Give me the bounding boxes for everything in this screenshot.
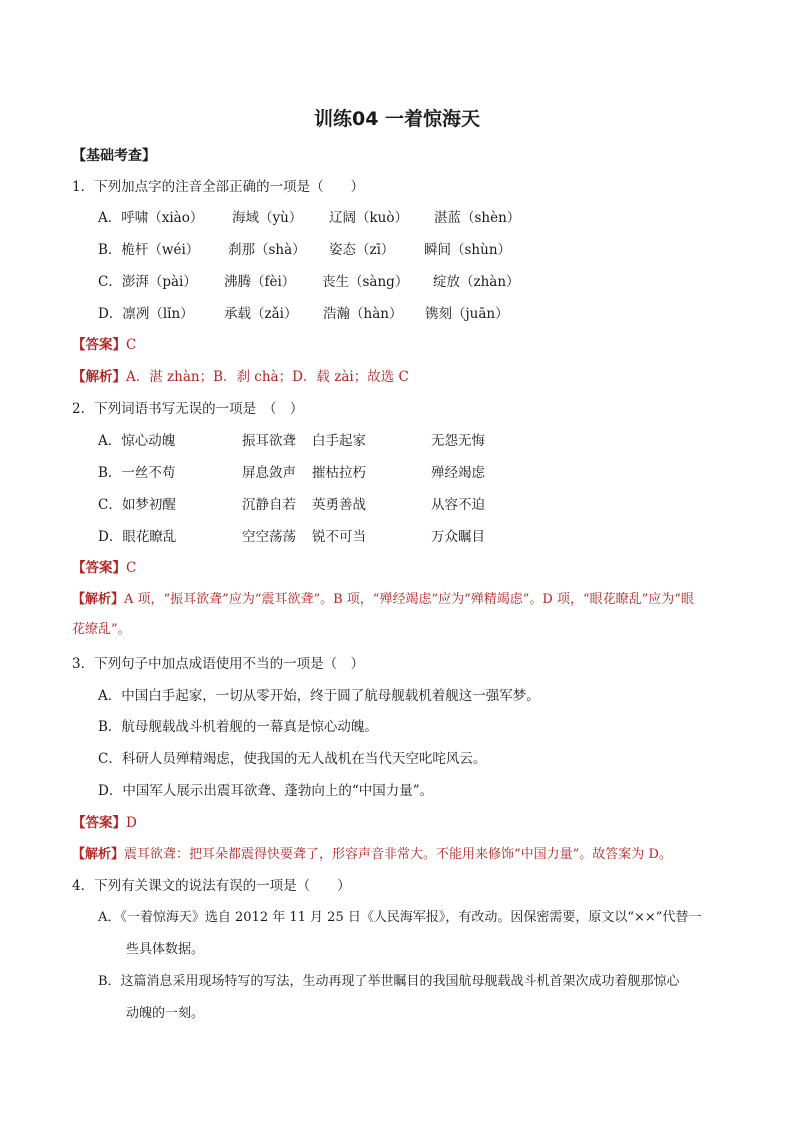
- option-word: 瞬间（shùn）: [424, 242, 512, 258]
- answer-value: C: [126, 337, 137, 353]
- option-word: 绽放（zhàn）: [433, 274, 520, 290]
- option-word: B．一丝不苟: [98, 465, 176, 481]
- option-word: A．惊心动魄: [98, 433, 176, 449]
- option-word: 姿态（zī）: [329, 242, 395, 258]
- analysis-text: A 项，“振耳欲聋”应为“震耳欲聋”。B 项，“殚经竭虑”应为“殚精竭虑”。D 项，“眼花瞭乱”应为“眼: [124, 592, 694, 607]
- option-word: C．如梦初醒: [98, 497, 176, 513]
- q4-option-b-continued: 动魄的一刻。: [126, 1006, 205, 1021]
- answer-value: D: [126, 815, 137, 831]
- answer-tag: 【答案】: [72, 337, 126, 353]
- question-4-stem: 4．下列有关课文的说法有误的一项是（ ）: [72, 878, 351, 894]
- option-word: A．呼啸（xiào）: [98, 210, 204, 226]
- answer-value: C: [126, 560, 137, 576]
- q3-option-a: A．中国白手起家，一切从零开始，终于圆了航母舰载机着舰这一强军梦。: [98, 688, 540, 704]
- option-word: 白手起家: [312, 433, 366, 449]
- q3-option-b: B．航母舰载战斗机着舰的一幕真是惊心动魄。: [98, 719, 378, 735]
- option-word: 无怨无悔: [431, 433, 485, 449]
- option-word: 沉静自若: [242, 497, 296, 513]
- option-word: D．眼花瞭乱: [98, 529, 177, 545]
- section-heading: 【基础考查】: [72, 148, 156, 164]
- page-title: 训练04 一着惊海天: [313, 108, 481, 130]
- analysis-tag: 【解析】: [72, 847, 125, 862]
- analysis-tag: 【解析】: [72, 592, 125, 607]
- answer-tag: 【答案】: [72, 815, 126, 831]
- q1-analysis: [72, 367, 409, 387]
- q2-analysis-continued: 花缭乱”。: [72, 622, 131, 637]
- analysis-tag: 【解析】: [72, 369, 126, 385]
- q1-answer: [72, 335, 136, 355]
- q3-analysis: [72, 845, 672, 865]
- option-word: C．澎湃（pài）: [98, 274, 197, 290]
- option-word: 刹那（shà）: [228, 242, 306, 258]
- analysis-text: 震耳欲聋：把耳朵都震得快要聋了，形容声音非常大。不能用来修饰“中国力量”。故答案为 D。: [124, 847, 672, 862]
- option-word: 殚经竭虑: [431, 465, 485, 481]
- option-word: 沸腾（fèi）: [224, 274, 296, 290]
- q3-option-d: D．中国军人展示出震耳欲聋、蓬勃向上的“中国力量”。: [98, 783, 434, 799]
- option-word: 从容不迫: [431, 497, 485, 513]
- option-word: 湛蓝（shèn）: [434, 210, 521, 226]
- option-word: 浩瀚（hàn）: [323, 306, 403, 322]
- option-word: 振耳欲聋: [242, 433, 296, 449]
- option-word: B．桅杆（wéi）: [98, 242, 200, 258]
- question-1-stem: 1．下列加点字的注音全部正确的一项是（ ）: [72, 179, 365, 195]
- q3-answer: [72, 813, 137, 833]
- option-word: 辽阔（kuò）: [329, 210, 409, 226]
- option-word: 万众瞩目: [431, 529, 485, 545]
- option-word: 镌刻（juān）: [425, 306, 509, 322]
- option-word: D．凛冽（lǐn）: [98, 306, 194, 322]
- q4-option-a: A．《一着惊海天》选自 2012 年 11 月 25 日《人民海军报》，有改动。因保密需要，原文以“××”代替一: [98, 910, 702, 925]
- option-word: 屏息敛声: [242, 465, 296, 481]
- analysis-text: A．湛 zhàn；B．刹 chà；D．载 zài；故选 C: [126, 369, 409, 385]
- option-word: 锐不可当: [312, 529, 366, 545]
- q4-option-b: B．这篇消息采用现场特写的写法，生动再现了举世瞩目的我国航母舰载战斗机首架次成功着舰那惊心: [98, 974, 680, 989]
- option-word: 摧枯拉朽: [312, 465, 366, 481]
- q2-analysis: [72, 590, 694, 610]
- option-word: 丧生（sàng）: [322, 274, 409, 290]
- q4-option-a-continued: 些具体数据。: [126, 942, 205, 957]
- q2-answer: [72, 558, 136, 578]
- option-word: 海域（yù）: [232, 210, 303, 226]
- option-word: 英勇善战: [312, 497, 366, 513]
- q3-option-c: C．科研人员殚精竭虑，使我国的无人战机在当代天空叱咤风云。: [98, 751, 487, 767]
- option-word: 空空荡荡: [242, 529, 296, 545]
- question-3-stem: 3．下列句子中加点成语使用不当的一项是（ ）: [72, 656, 365, 672]
- answer-tag: 【答案】: [72, 560, 126, 576]
- question-2-stem: 2．下列词语书写无误的一项是 （ ）: [72, 401, 304, 417]
- option-word: 承载（zǎi）: [224, 306, 298, 322]
